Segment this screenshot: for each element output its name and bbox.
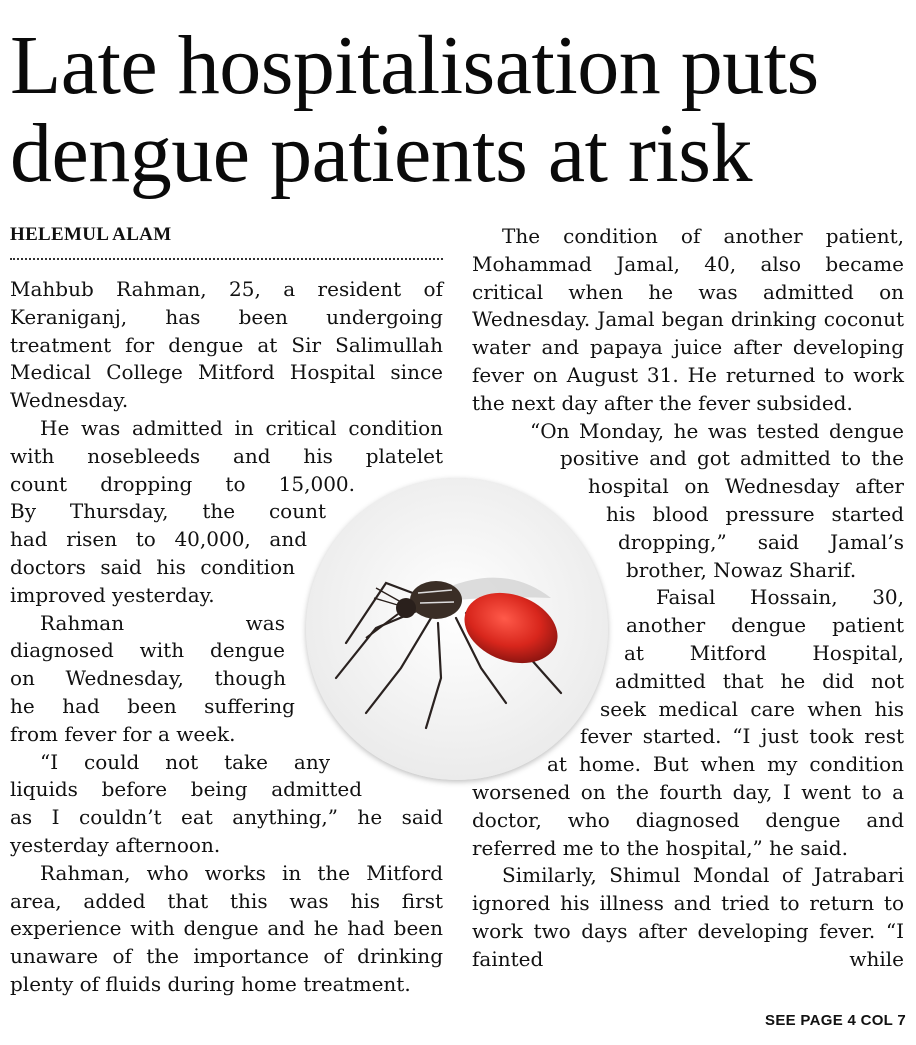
paragraph: The condition of another patient, Mohammad Jamal, 40, also became critical when he was admitted on Wednesday. Jamal began drinking coconut water and papaya juice after developing fever on August 31. He returned to work the next day after the fever subsided. bbox=[472, 224, 904, 415]
byline: HELEMUL ALAM bbox=[10, 224, 172, 245]
text-line: improved yesterday. bbox=[10, 582, 215, 607]
text-line: By Thursday, the count bbox=[10, 499, 326, 524]
text-line: fever started. “I just took rest bbox=[580, 724, 904, 749]
text-line: from fever for a week. bbox=[10, 721, 236, 746]
text-line: his blood pressure started bbox=[606, 501, 904, 526]
text-line: doctors said his condition bbox=[10, 554, 295, 579]
text-line: he had been suffering bbox=[10, 693, 295, 718]
right-column bbox=[472, 223, 904, 974]
text-line: another dengue patient bbox=[626, 613, 904, 638]
text-line: “I could not take any bbox=[40, 749, 330, 774]
text-line: count dropping to 15,000. bbox=[10, 471, 355, 496]
text-line: admitted that he did not bbox=[615, 668, 904, 693]
text-line: brother, Nowaz Sharif. bbox=[626, 557, 857, 582]
text-line: diagnosed with dengue bbox=[10, 638, 285, 663]
paragraph: Mahbub Rahman, 25, a resident of Keraniganj, has been undergoing treatment for dengue at Sir Salimullah Medical College Mitford Hospital since Wednesday. bbox=[10, 277, 443, 413]
text-line: seek medical care when his bbox=[600, 696, 904, 721]
paragraph: worsened on the fourth day, I went to a doctor, who diagnosed dengue and referred me to the hospital,” he said. bbox=[472, 779, 904, 860]
paragraph: Rahman, who works in the Mitford area, added that this was his first experience with dengue and he had been unaware of the importance of drinking plenty of fluids during home treatment. bbox=[10, 860, 443, 996]
text-line: at Mitford Hospital, bbox=[624, 640, 904, 665]
headline: Late hospitalisation puts dengue patients at risk bbox=[10, 19, 819, 200]
continuation-link[interactable]: SEE PAGE 4 COL 7 bbox=[765, 1012, 906, 1029]
text-line: at home. But when my condition bbox=[547, 752, 904, 777]
text-line: “On Monday, he was tested dengue bbox=[530, 418, 904, 443]
text-line: dropping,” said Jamal’s bbox=[618, 529, 904, 554]
paragraph: as I couldn’t eat anything,” he said yesterday afternoon. bbox=[10, 805, 443, 857]
text-line: on Wednesday, though bbox=[10, 666, 286, 691]
paragraph: He was admitted in critical condition with nosebleeds and his platelet bbox=[10, 415, 443, 468]
text-line: liquids before being admitted bbox=[10, 777, 362, 802]
byline-divider bbox=[10, 258, 443, 260]
text-line: Faisal Hossain, 30, bbox=[656, 585, 904, 610]
text-line: Rahman was bbox=[40, 610, 285, 635]
paragraph: Similarly, Shimul Mondal of Jatrabari ignored his illness and tried to return to work two days after developing fever. “I fainted while bbox=[472, 863, 904, 971]
text-line: hospital on Wednesday after bbox=[588, 474, 904, 499]
text-line: positive and got admitted to the bbox=[560, 446, 904, 471]
text-line: had risen to 40,000, and bbox=[10, 527, 307, 552]
